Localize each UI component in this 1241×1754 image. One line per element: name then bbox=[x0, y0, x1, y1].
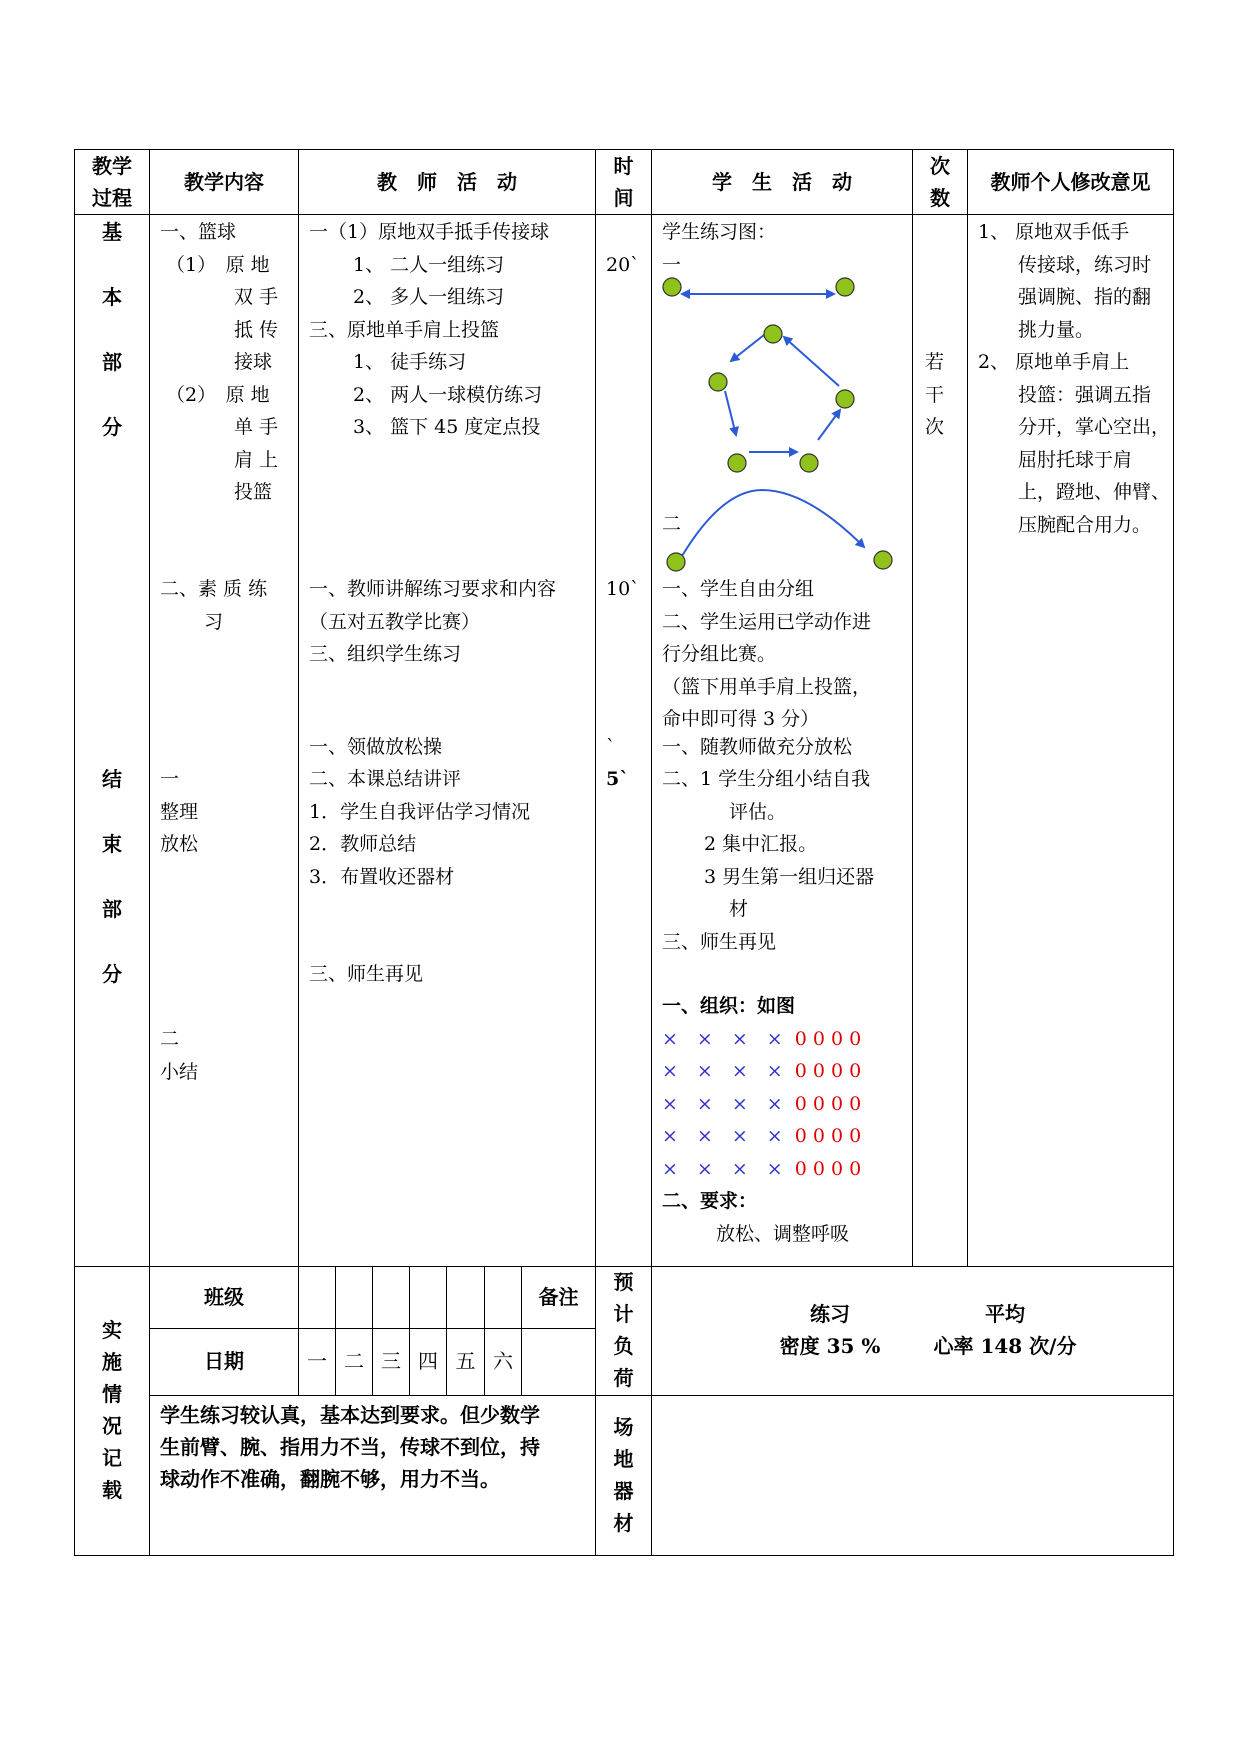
section-end-char: 束 bbox=[102, 832, 122, 856]
hr-value: 心率 148 次/分 bbox=[933, 1334, 1077, 1358]
req-title: 二、要求： bbox=[662, 1190, 758, 1212]
time-quality: 10` bbox=[606, 578, 640, 600]
day-cell: 二 bbox=[344, 1349, 364, 1373]
time-basketball: 20` bbox=[606, 254, 640, 276]
header-student: 学 生 活 动 bbox=[712, 170, 852, 194]
section-end-char: 部 bbox=[102, 897, 122, 921]
header-teacher: 教 师 活 动 bbox=[377, 170, 517, 194]
player-marker bbox=[764, 325, 782, 343]
header-time: 时 间 bbox=[613, 154, 634, 210]
player-marker bbox=[663, 278, 681, 296]
player-marker bbox=[836, 278, 854, 296]
formation-row: × × × × 0 0 0 0 bbox=[662, 1158, 862, 1180]
header-notes: 教师个人修改意见 bbox=[990, 170, 1151, 194]
section-basic-char: 本 bbox=[102, 285, 122, 309]
hr-label: 平均 bbox=[985, 1302, 1025, 1326]
req-text: 放松、调整呼吸 bbox=[716, 1223, 850, 1245]
section-basic-char: 部 bbox=[102, 350, 122, 374]
pair-passing bbox=[663, 278, 854, 296]
formation-row: × × × × 0 0 0 0 bbox=[662, 1028, 862, 1050]
day-cell: 三 bbox=[381, 1349, 401, 1373]
player-marker bbox=[728, 454, 746, 472]
day-cell: 六 bbox=[493, 1349, 513, 1373]
section-end-char: 结 bbox=[102, 767, 122, 791]
formation-row: × × × × 0 0 0 0 bbox=[662, 1093, 862, 1115]
remark-label: 备注 bbox=[538, 1285, 579, 1309]
org-title: 一、组织：如图 bbox=[662, 995, 796, 1017]
header-count: 次 数 bbox=[930, 154, 950, 210]
section-end-char: 分 bbox=[102, 962, 122, 986]
section-basic-char: 分 bbox=[102, 415, 122, 439]
player-marker bbox=[667, 553, 685, 571]
passing-diagram bbox=[652, 260, 910, 580]
player-marker bbox=[800, 454, 818, 472]
arc-passing bbox=[667, 490, 892, 571]
player-marker bbox=[709, 373, 727, 391]
formation-row: × × × × 0 0 0 0 bbox=[662, 1060, 862, 1082]
diagram-one-label: 一 bbox=[662, 254, 682, 276]
time-mark: ` bbox=[606, 736, 616, 758]
density-label: 练习 bbox=[810, 1302, 850, 1326]
time-end: 5` bbox=[606, 768, 629, 790]
formation-row: × × × × 0 0 0 0 bbox=[662, 1125, 862, 1147]
player-marker bbox=[836, 390, 854, 408]
header-content: 教学内容 bbox=[184, 170, 264, 194]
player-marker bbox=[874, 551, 892, 569]
class-label: 班级 bbox=[204, 1285, 244, 1309]
day-cell: 四 bbox=[418, 1349, 438, 1373]
diagram-two-label: 二 bbox=[662, 513, 682, 535]
header-process: 教学 过程 bbox=[92, 154, 132, 210]
group-passing bbox=[709, 325, 854, 472]
date-label: 日期 bbox=[204, 1349, 244, 1373]
density-value: 密度 35 % bbox=[779, 1334, 881, 1358]
section-basic-char: 基 bbox=[102, 220, 122, 244]
day-cell: 一 bbox=[307, 1349, 327, 1373]
day-cell: 五 bbox=[455, 1349, 476, 1373]
diagram-title: 学生练习图： bbox=[662, 221, 777, 243]
